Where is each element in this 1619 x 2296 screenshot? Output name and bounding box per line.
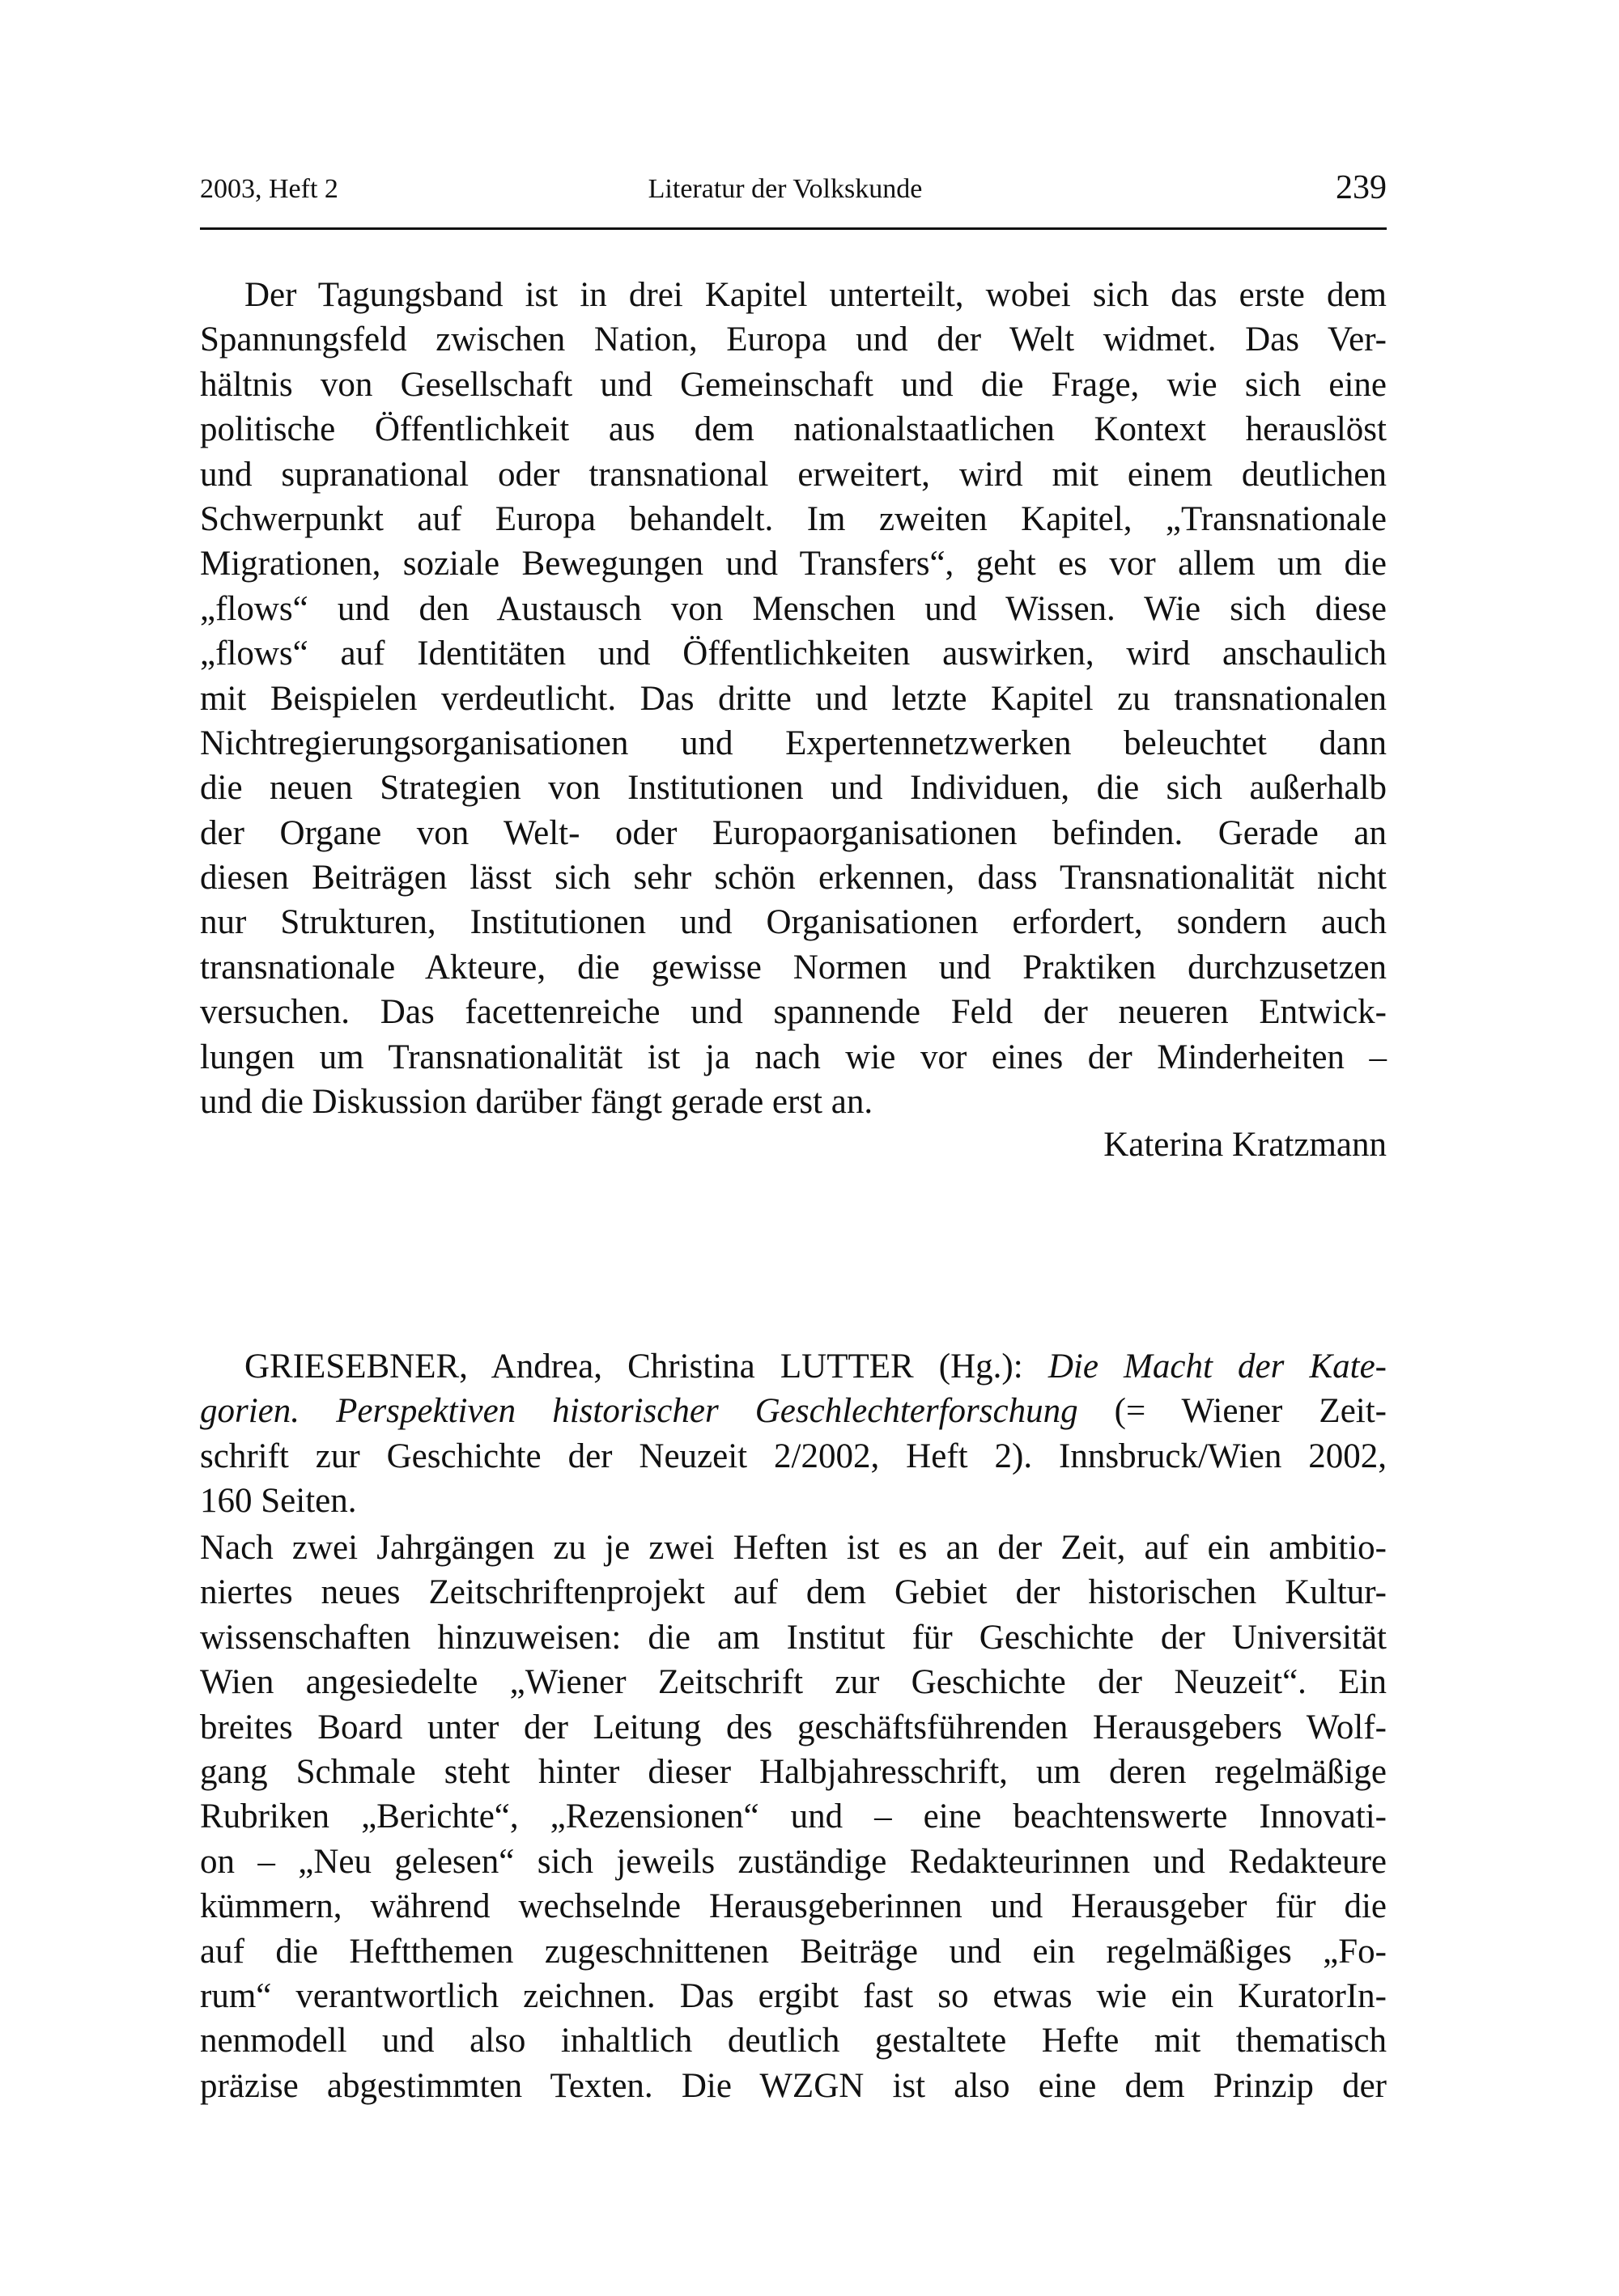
text-line: Wien angesiedelte „Wiener Zeitschrift zur Geschichte der Neuzeit“. Ein xyxy=(200,1663,1387,1702)
text-line: politische Öffentlichkeit aus dem nationalstaatlichen Kontext herauslöst xyxy=(200,410,1387,449)
text-line: die neuen Strategien von Institutionen und Individuen, die sich außerhalb xyxy=(200,769,1387,808)
text-line: gang Schmale steht hinter dieser Halbjahresschrift, um deren regelmäßige xyxy=(200,1752,1387,1791)
review-1-text xyxy=(200,273,1387,1124)
text-line: Spannungsfeld zwischen Nation, Europa und der Welt widmet. Das Ver- xyxy=(200,320,1387,359)
text-line: Nichtregierungsorganisationen und Expertennetzwerken beleuchtet dann xyxy=(200,724,1387,762)
citation-line xyxy=(200,1389,1387,1433)
text-line: und supranational oder transnational erweitert, wird mit einem deutlichen xyxy=(200,455,1387,494)
text-line: mit Beispielen verdeutlicht. Das dritte und letzte Kapitel zu transnationalen xyxy=(200,679,1387,718)
text-line: Der Tagungsband ist in drei Kapitel unterteilt, wobei sich das erste dem xyxy=(244,276,1387,314)
citation-subtitle: gorien. Perspektiven historischer Geschlechterforschung xyxy=(200,1392,1078,1431)
citation-line: schrift zur Geschichte der Neuzeit 2/2002, Heft 2). Innsbruck/Wien 2002, xyxy=(200,1437,1387,1475)
text-line: auf die Heftthemen zugeschnittenen Beiträge und ein regelmäßiges „Fo- xyxy=(200,1932,1387,1971)
text-line: transnationale Akteure, die gewisse Normen und Praktiken durchzusetzen xyxy=(200,948,1387,987)
text-line: hältnis von Gesellschaft und Gemeinschaft und die Frage, wie sich eine xyxy=(200,365,1387,404)
citation-line xyxy=(200,1344,1387,1389)
text-line: niertes neues Zeitschriftenprojekt auf dem Gebiet der historischen Kultur- xyxy=(200,1573,1387,1612)
text-line: Nach zwei Jahrgängen zu je zwei Heften ist es an der Zeit, auf ein ambitio- xyxy=(200,1529,1387,1567)
text-line: und die Diskussion darüber fängt gerade erst an. xyxy=(200,1083,873,1122)
running-head-title: Literatur der Volkskunde xyxy=(648,174,923,204)
text-line: präzise abgestimmten Texten. Die WZGN ist also eine dem Prinzip der xyxy=(200,2066,1387,2105)
page-number: 239 xyxy=(1336,169,1387,206)
text-line: „flows“ und den Austausch von Menschen und Wissen. Wie sich diese xyxy=(200,589,1387,628)
text-line: kümmern, während wechselnde Herausgeberinnen und Herausgeber für die xyxy=(200,1887,1387,1926)
header-rule xyxy=(200,227,1387,230)
citation-authors: GRIESEBNER, Andrea, Christina LUTTER (Hg.): xyxy=(244,1347,1048,1386)
citation-line: 160 Seiten. xyxy=(200,1482,357,1521)
text-line: versuchen. Das facettenreiche und spannende Feld der neueren Entwick- xyxy=(200,993,1387,1032)
citation-title: Die Macht der Kate- xyxy=(1047,1347,1387,1386)
text-line: der Organe von Welt- oder Europaorganisationen befinden. Gerade an xyxy=(200,813,1387,852)
text-line: rum“ verantwortlich zeichnen. Das ergibt fast so etwas wie ein KuratorIn- xyxy=(200,1976,1387,2015)
text-line: breites Board unter der Leitung des geschäftsführenden Herausgebers Wolf- xyxy=(200,1708,1387,1746)
text-line: nenmodell und also inhaltlich deutlich gestaltete Hefte mit thematisch xyxy=(200,2022,1387,2060)
running-head-issue: 2003, Heft 2 xyxy=(200,174,338,204)
review-author: Katerina Kratzmann xyxy=(1103,1126,1387,1164)
text-line: diesen Beiträgen lässt sich sehr schön erkennen, dass Transnationalität nicht xyxy=(200,859,1387,898)
review-2-text xyxy=(200,1526,1387,2108)
review-1-author-block xyxy=(200,1123,1387,1167)
text-line: nur Strukturen, Institutionen und Organisationen erfordert, sondern auch xyxy=(200,903,1387,942)
bibliographic-citation xyxy=(200,1344,1387,1524)
text-line: on – „Neu gelesen“ sich jeweils zuständige Redakteurinnen und Redakteure xyxy=(200,1842,1387,1881)
text-line: Schwerpunkt auf Europa behandelt. Im zweiten Kapitel, „Transnationale xyxy=(200,499,1387,538)
text-line: „flows“ auf Identitäten und Öffentlichkeiten auswirken, wird anschaulich xyxy=(200,634,1387,673)
citation-series: (= Wiener Zeit- xyxy=(1077,1392,1387,1431)
text-line: lungen um Transnationalität ist ja nach wie vor eines der Minderheiten – xyxy=(200,1038,1387,1076)
text-line: wissenschaften hinzuweisen: die am Institut für Geschichte der Universität xyxy=(200,1618,1387,1657)
text-line: Rubriken „Berichte“, „Rezensionen“ und – eine beachtenswerte Innovati- xyxy=(200,1797,1387,1836)
text-line: Migrationen, soziale Bewegungen und Transfers“, geht es vor allem um die xyxy=(200,545,1387,584)
